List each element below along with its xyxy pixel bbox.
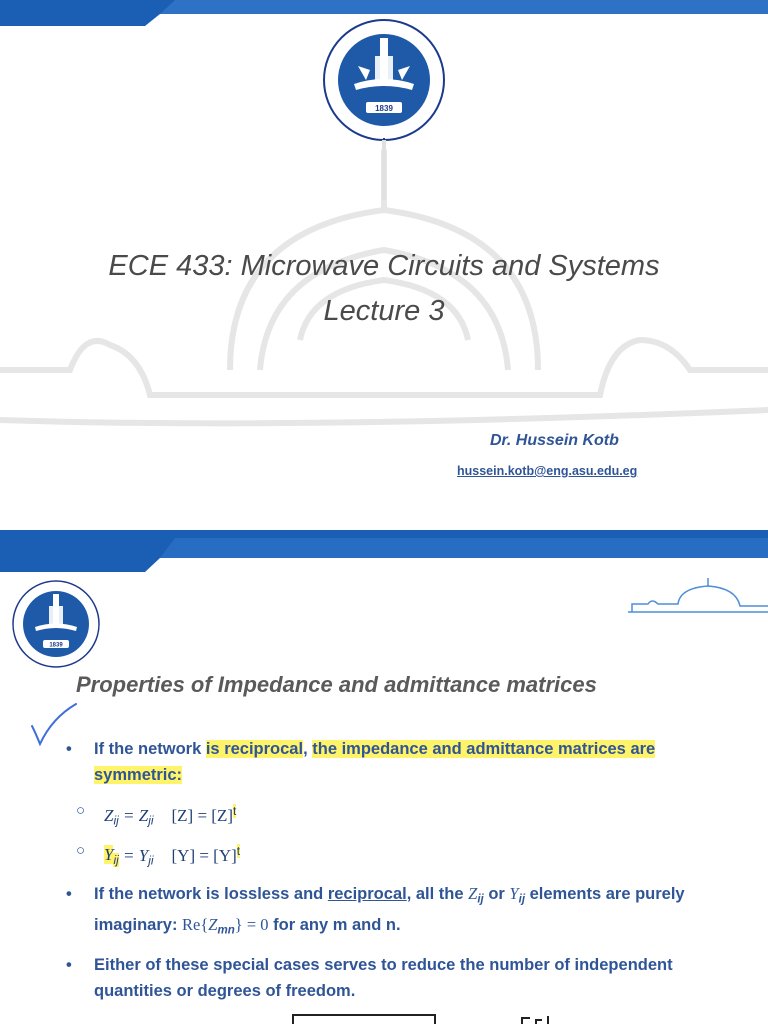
bullet2-zmn-sub: mn	[217, 924, 235, 937]
bullet2-text1: If the network is lossless and	[94, 885, 328, 903]
bullet2-z-sub: ij	[477, 893, 484, 906]
z-transpose: t	[233, 804, 237, 818]
bullet-list	[64, 736, 744, 1012]
y-transpose: t	[236, 843, 241, 858]
y-subscript: ij	[113, 853, 119, 867]
author-email[interactable]: hussein.kotb@eng.asu.edu.eg	[457, 464, 638, 478]
sub-bullet-y	[64, 836, 744, 876]
bullet3-text: Either of these special cases serves to reduce the number of independent quantities or degrees of freedom.	[94, 955, 673, 1000]
partial-diagram-box	[292, 1014, 436, 1024]
partial-diagram-label	[520, 1014, 560, 1024]
bullet-special-cases	[64, 952, 744, 1004]
bullet1-highlight1: is reciprocal	[205, 740, 304, 758]
slide-title-line1: ECE 433: Microwave Circuits and Systems	[108, 250, 660, 282]
seal-stem	[381, 140, 387, 200]
bullet2-zmn: Z	[208, 915, 218, 935]
bullet-dot: •	[66, 740, 72, 758]
bullet-dot: •	[66, 885, 72, 903]
z-eq: = Z	[118, 805, 149, 825]
sub-bullet-circle: ○	[76, 841, 86, 859]
bullet2-re-end: } = 0	[234, 915, 269, 935]
y-matrix-eq: [Y] = [Y]	[171, 845, 237, 865]
bullet2-z: Z	[468, 884, 478, 903]
bullet1-text2: ,	[303, 740, 313, 758]
small-dome-graphic	[628, 578, 768, 614]
sub-bullet-z	[64, 796, 744, 836]
bullet1-highlight2: the impedance and admittance matrices are symmetric:	[94, 740, 656, 784]
content-slide	[0, 530, 768, 1024]
slide-title-line2: Lecture 3	[323, 295, 445, 327]
bullet2-underline: reciprocal	[327, 885, 407, 903]
y-subscript2: ji	[148, 853, 154, 867]
university-seal	[318, 18, 450, 144]
seal-year: 1839	[375, 104, 393, 113]
bullet1-text1: If the network	[94, 740, 206, 758]
z-subscript: ij	[113, 813, 119, 828]
author-name: Dr. Hussein Kotb	[490, 432, 619, 449]
y-eq: = Y	[118, 845, 149, 865]
bullet2-text3: elements are purely imaginary:	[94, 885, 685, 935]
z-symbol: Z	[104, 805, 114, 825]
sub-bullet-circle: ○	[76, 802, 86, 819]
bullet-dot: •	[66, 955, 72, 974]
bullet2-text2: , all the	[406, 885, 469, 903]
bullet-lossless	[64, 881, 744, 944]
z-matrix-eq: [Z] = [Z]	[171, 805, 234, 825]
bullet2-y: Y	[509, 884, 519, 903]
seal-year-small: 1839	[49, 642, 63, 649]
bullet-reciprocal	[64, 736, 744, 788]
y-symbol: Y	[104, 845, 114, 865]
z-subscript2: ji	[148, 813, 154, 828]
bullet2-or: or	[483, 885, 510, 903]
university-seal-small	[10, 578, 102, 674]
bullet2-text4: for any m and n.	[268, 916, 401, 935]
bullet2-re: Re{	[182, 915, 209, 935]
bullet2-y-sub: ij	[518, 893, 526, 906]
slide-heading: Properties of Impedance and admittance matrices	[76, 672, 597, 697]
